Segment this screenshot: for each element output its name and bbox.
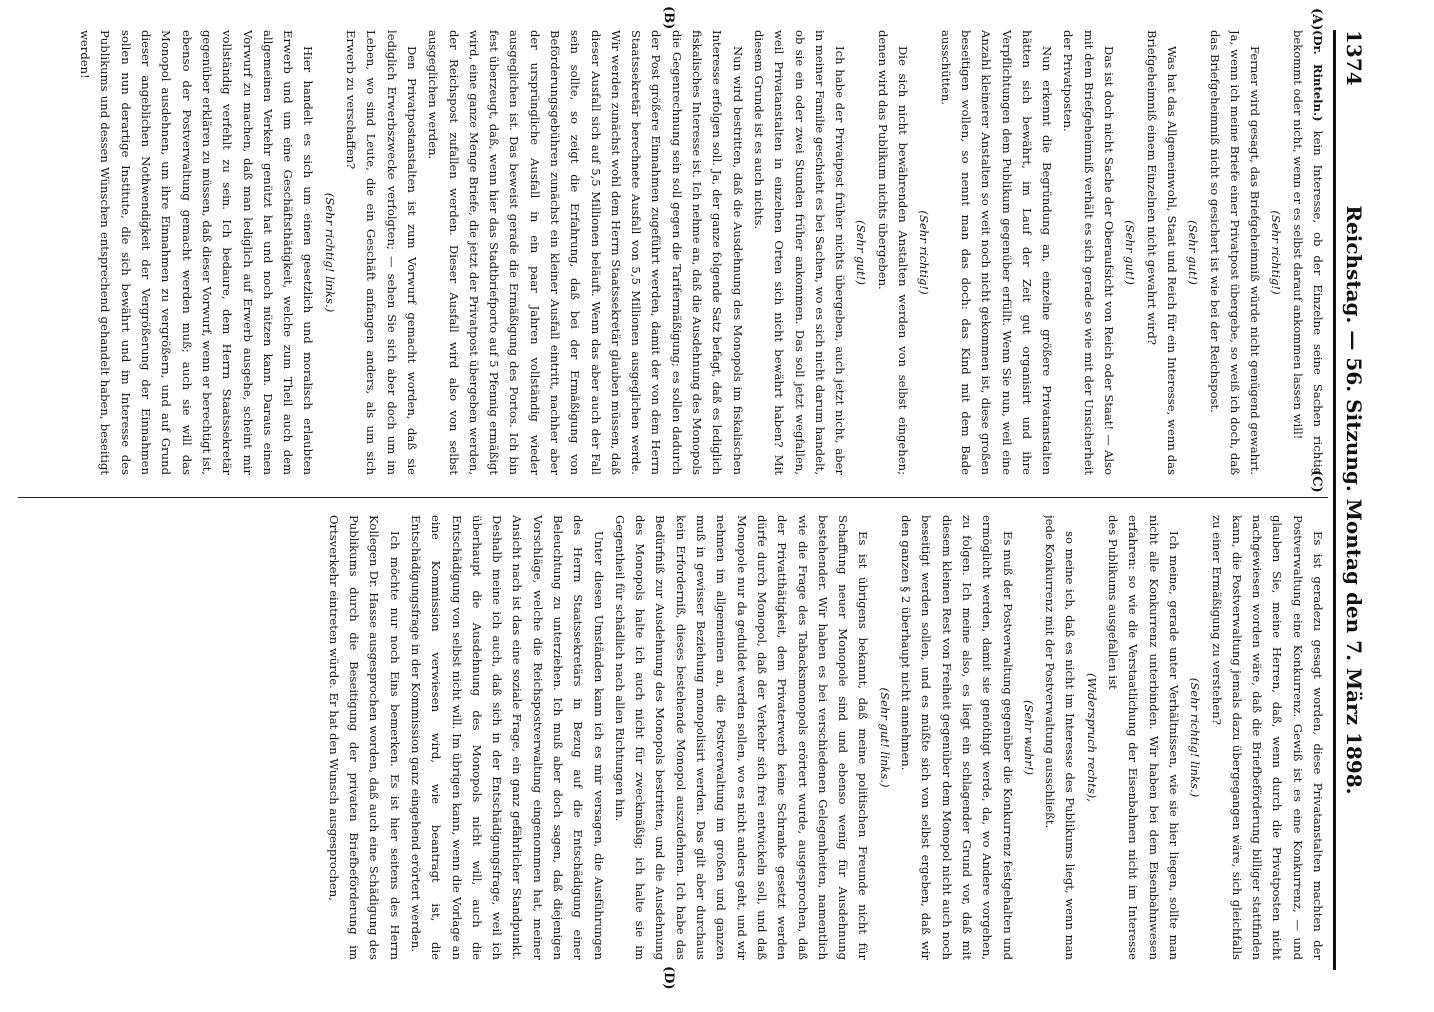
stage-direction: (Sehr richtig!) [917, 210, 932, 295]
paragraph: Es muß der Postverwaltung gegenüber die Konkurrenz festgehalten und ermöglicht werden, damit sie genöthigt werde, da, wo Andere vorgehen, zu folgen. Ich meine also, es liegt ein schlagender Grund vor, daß mit diesem kleinen Rest von Freiheit gegenüber dem Monopol nicht auch noch beseitigt werden sollen, und es müßte sich von selbst ergeben, daß wir den ganzen § 2 überhaupt nicht annehmen. [899, 515, 1015, 960]
paragraph: Ich meine, gerade unter Verhältnissen, wie sie hier liegen, sollte man nicht alle Konkurrenz unterbinden. Wir haben bei dem Eisenbahnwesen erfahren: so wie die Verstaatlichung der Eisenbahnen nicht im Interesse des Publikums ausgefallen ist [1106, 515, 1181, 960]
paragraph [1287, 30, 1328, 475]
paragraph: Es ist übrigens bekannt, daß meine politischen Freunde nicht für Schaffung neuer Monopole sind und ebenso wenig für Ausdehnung bestehender. Wir haben es bei verschiedenen Gelegenheiten, namentlich wie die Frage des Tabacksmonopols erörtert wurde, ausgesprochen, daß der Privatthätigkeit, dem Privaterwerb keine Schranke gesetzt werden dürfe durch Monopol, daß der Verkehr sich frei entwickeln soll, und daß Monopole nur da geduldet werden sollen, wo es nicht anders geht, und wir nehmen im allgemeinen an, die Postverwaltung im großen und ganzen muß in gewisser Beziehung monopolisirt werden. Das gilt aber durchaus kein Erforderniß, dieses bestehende Monopol auszudehnen. Ich habe das Bedürfniß zur Ausdehnung des Monopols bestritten, und die Ausdehnung des Monopols halte ich auch nicht für zweckmäßig; ich halte sie im Gegentheil für schädlich nach allen Richtungen hin. [612, 515, 871, 960]
paragraph: Hier handelt es sich um einen gesetzlich und moralisch erlaubten Erwerb und um eine Geschäftsthätigkeit, welche zum Theil auch dem allgemeinen Verkehr genützt hat und noch nützen kann. Daraus einen Vorwurf zu machen, daß man lediglich auf Erwerb ausgehe, scheint mir vollständig verfehlt zu sein. Ich bedaure, dem Herrn Staatssekretär gegenüber erklären zu müssen, daß dieser Vorwurf, wenn er berechtigt ist, ebenso der Postverwaltung gemacht werden muß; auch sie will das Monopol ausdehnen, um ihre Einnahmen zu vergrößern, und auf Grund dieser angeblichen Nothwendigkeit der Vergrößerung der Einnahmen sollen nun derartige Institute, die sich bewährt und im Interesse des Publikums und dessen Wünschen entsprechend gehandelt haben, beseitigt werden! [78, 30, 316, 475]
stage-direction: (Sehr richtig! links.) [322, 192, 337, 313]
page-title: Reichstag. — 56. Sitzung. Montag den 7. März 1898. [1342, 205, 1366, 795]
margin-mark-d: (D) [661, 966, 676, 990]
page-number: 1374 [1342, 30, 1366, 86]
paragraph: Ferner wird gesagt, das Briefgeheimniß würde nicht genügend gewahrt. Ja, wenn ich meine Briefe einer Privatpost übergebe, so weiß ich doch, daß das Briefgeheimniß nicht so gesichert ist wie bei der Reichspost. [1207, 30, 1263, 475]
paragraph: Den Privatpostanstalten ist zum Vorwurf gemacht worden, daß sie lediglich Erwerbszwecke verfolgten; — sehen Sie sich aber doch um im Leben, wo sind Leute, die ein Geschäft anfangen anders, als um sich Erwerb zu verschaffen? [344, 30, 419, 475]
paragraph: Unter diesen Umständen kann ich es mir versagen, die Ausführungen des Herrn Staatssekretärs in Bezug auf die Entschädigung einer Beleuchtung zu unterziehen. Ich muß aber doch sagen, daß diejenigen Vorschläge, welche die Reichspostverwaltung eingenommen hat, meiner Ansicht nach ist das eine soziale Frage, ein ganz gefährlicher Standpunkt. Deshalb meine ich auch, daß sich in der Entschädigungsfrage, weil ich überhaupt die Ausdehnung des Monopols nicht will, auch die Entschädigung von selbst nicht will. Im übrigen kann, wenn die Vorlage an eine Kommission verwiesen wird, wie beantragt ist, die Entschädigungsfrage in der Kommission ganz eingehend erörtert werden. [408, 515, 606, 960]
stage-direction: (Sehr richtig! links.) [1188, 677, 1203, 798]
paragraph: Es ist geradezu gesagt worden, diese Privatanstalten machten der Postverwaltung eine Konkurrenz. Gewiß ist es eine Konkurrenz, — und glauben Sie, meine Herren, daß, wenn durch die Privatposten nicht nachgewiesen worden wäre, daß die Briefbeförderung billiger stattfinden kann, die Postverwaltung jemals dazu übergegangen wäre, sich gleichfalls zu einer Ermäßigung zu verstehen? [1209, 515, 1325, 960]
stage-direction: (Sehr gut!) [1123, 220, 1138, 285]
paragraph: Nun erkennt die Begründung an, einzelne größere Privatanstalten hätten sich bewährt, im Lauf der Zeit gut organisirt und ihre Verpflichtungen dem Publikum gegenüber erfüllt. Wenn Sie nun, weil eine Anzahl kleinerer Anstalten so weit noch nicht gekommen ist, diese großen beseitigen wollen, so nennt man das doch: das Kind mit dem Bade ausschütten. [938, 30, 1055, 475]
stage-direction: (Sehr gut!) [854, 220, 869, 285]
paragraph: Das ist doch nicht Sache der Oberaufsicht von Reich oder Staat! — Also mit dem Briefgeheimniß verhält es sich gerade so wie mit der Unsicherheit der Privatposten. [1061, 30, 1117, 475]
margin-mark-b: (B) [661, 6, 676, 30]
paragraph: Nun wird bestritten, daß die Ausdehnung des Monopols im fiskalischen Interesse erfolgen soll. Ja, der ganze folgende Satz befagt, daß es lediglich fiskalisches Interesse ist. Ich nehme an, daß die Ausdehnung des Monopols die Gegenrechnung sein soll gegen die Tarifermäßigung; es sollen dadurch der Post größere Einnahmen zugeführt werden, damit der von dem Herrn Staatssekretär berechnete Ausfall von 5,5 Millionen ausgeglichen werde. Wir werden zunächst wohl dem Herrn Staatssekretär glauben müssen, daß dieser Ausfall sich auf 5,5 Millionen beläuft. Wenn das aber auch der Fall sein sollte, so zeigt die Erfahrung, daß bei der Ermäßigung von Beförderungsgebühren zunächst ein kleiner Ausfall eintritt, nachher aber der ursprüngliche Ausfall in ein paar Jahren vollständig wieder ausgeglichen ist. Das beweist gerade die Ermäßigung des Portos. Ich bin fest überzeugt, daß, wenn hier das Stadtbriefporto auf 5 Pfennig ermäßigt wird, eine ganze Menge Briefe, die jetzt der Privatpost übergeben werden, der Reichspost zufallen werden. Dieser Ausfall wird also von selbst ausgeglichen werden. [426, 30, 745, 475]
speaker-name: (Dr. Rinteln.) [1311, 30, 1325, 122]
left-column [28, 30, 1328, 475]
margin-mark-a: (A) [1309, 8, 1324, 31]
stage-direction: (Widerspruch rechts), [1084, 673, 1099, 802]
paragraph: so meine ich, daß es nicht im Interesse des Publikums liegt, wenn man jede Konkurrenz mit der Postverwaltung ausschließt. [1043, 515, 1078, 960]
right-column [28, 515, 1328, 960]
stage-direction: (Sehr wahr!) [1021, 699, 1036, 776]
stage-direction: (Sehr richtig!) [1269, 210, 1284, 295]
paragraph: Was hat das Allgemeinwohl, Staat und Reich für ein Interesse, wenn das Briefgeheimniß einem Einzelnen nicht gewahrt wird? [1144, 30, 1179, 475]
paragraph: Die sich nicht bewährenden Anstalten werden von selbst eingehen; denen wird das Publikum nichts übergeben. [875, 30, 911, 475]
page-header [1338, 30, 1368, 970]
margin-mark-c: (C) [1309, 470, 1324, 493]
stage-direction: (Sehr gut! links.) [877, 687, 892, 788]
header-rule [1333, 30, 1336, 970]
stage-direction: (Sehr gut!) [1186, 220, 1201, 285]
paragraph: Ich habe der Privatpost früher nichts übergeben, auch jetzt nicht, aber in meiner Familie geschieht es bei Sachen, wo es sich nicht darum handelt, ob sie ein oder zwei Stunden früher ankommen. Das soll jetzt wegfallen, weil Privatanstalten in einzelnen Orten sich nicht bewährt haben? Mit diesem Grunde ist es auch nichts. [751, 30, 848, 475]
paragraph-text: kein Interesse, ob der Einzelne seine Sachen richtig bekommt oder nicht, wenn er es selbst darauf ankommen lassen will! [1290, 30, 1325, 475]
paragraph: Ich möchte nur noch Eins bemerken. Es ist hier seitens des Herrn Kollegen Dr. Hasse ausgesprochen worden, daß auch eine Schädigung des Publikums durch die Beseitigung der privaten Briefbeförderung im Ortsverkehr eintreten würde. Er hat den Wunsch ausgesprochen, [326, 515, 402, 960]
column-divider [18, 497, 1328, 498]
